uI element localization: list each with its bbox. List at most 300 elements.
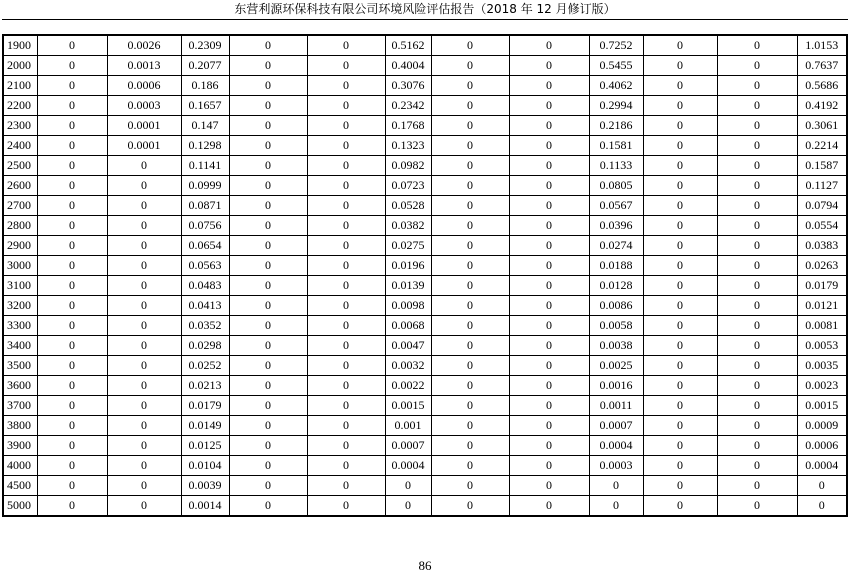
value-cell: 0.0104 — [181, 456, 229, 476]
value-cell: 0.1141 — [181, 156, 229, 176]
value-cell: 0 — [307, 476, 385, 496]
value-cell: 0 — [717, 136, 797, 156]
value-cell: 0 — [37, 436, 107, 456]
value-cell: 0 — [643, 356, 717, 376]
value-cell: 0.7252 — [589, 35, 643, 56]
value-cell: 0.0794 — [797, 196, 847, 216]
value-cell: 0 — [107, 416, 181, 436]
value-cell: 0.0007 — [385, 436, 431, 456]
value-cell: 0.0058 — [589, 316, 643, 336]
value-cell: 0.5686 — [797, 76, 847, 96]
value-cell: 0 — [431, 436, 509, 456]
table-row — [3, 176, 847, 196]
value-cell: 0 — [431, 456, 509, 476]
value-cell: 0 — [229, 356, 307, 376]
value-cell: 0 — [509, 396, 589, 416]
value-cell: 0 — [643, 76, 717, 96]
value-cell: 0 — [37, 396, 107, 416]
value-cell: 0.4062 — [589, 76, 643, 96]
value-cell: 0 — [717, 35, 797, 56]
value-cell: 0.0352 — [181, 316, 229, 336]
value-cell: 0.0125 — [181, 436, 229, 456]
value-cell: 0 — [307, 416, 385, 436]
table-row — [3, 476, 847, 496]
value-cell: 0 — [307, 116, 385, 136]
value-cell: 0 — [717, 396, 797, 416]
distance-cell: 3700 — [3, 396, 37, 416]
table-row — [3, 35, 847, 56]
value-cell: 0 — [37, 236, 107, 256]
value-cell: 0 — [37, 376, 107, 396]
value-cell: 0 — [509, 236, 589, 256]
value-cell: 0 — [431, 156, 509, 176]
value-cell: 0 — [229, 236, 307, 256]
value-cell: 0 — [431, 76, 509, 96]
value-cell: 0 — [107, 476, 181, 496]
value-cell: 0.7637 — [797, 56, 847, 76]
value-cell: 0.0026 — [107, 35, 181, 56]
value-cell: 0 — [717, 376, 797, 396]
value-cell: 0.0213 — [181, 376, 229, 396]
value-cell: 0 — [431, 256, 509, 276]
value-cell: 0.0274 — [589, 236, 643, 256]
value-cell: 0 — [229, 296, 307, 316]
value-cell: 0 — [307, 76, 385, 96]
value-cell: 0 — [107, 196, 181, 216]
value-cell: 0 — [37, 216, 107, 236]
value-cell: 0 — [107, 436, 181, 456]
table-row — [3, 356, 847, 376]
value-cell: 0 — [797, 496, 847, 517]
value-cell: 0 — [717, 316, 797, 336]
distance-cell: 4000 — [3, 456, 37, 476]
value-cell: 0 — [643, 136, 717, 156]
value-cell: 0 — [229, 156, 307, 176]
value-cell: 0 — [717, 156, 797, 176]
value-cell: 0.0035 — [797, 356, 847, 376]
value-cell: 0.0013 — [107, 56, 181, 76]
value-cell: 0 — [643, 116, 717, 136]
value-cell: 0 — [431, 316, 509, 336]
value-cell: 0.0016 — [589, 376, 643, 396]
value-cell: 0 — [107, 356, 181, 376]
value-cell: 0.0004 — [589, 436, 643, 456]
distance-cell: 2200 — [3, 96, 37, 116]
value-cell: 0.1133 — [589, 156, 643, 176]
distance-cell: 4500 — [3, 476, 37, 496]
value-cell: 0 — [509, 76, 589, 96]
distance-cell: 3300 — [3, 316, 37, 336]
value-cell: 0 — [431, 216, 509, 236]
value-cell: 0 — [37, 316, 107, 336]
value-cell: 0 — [107, 216, 181, 236]
value-cell: 0 — [307, 256, 385, 276]
value-cell: 0 — [509, 256, 589, 276]
value-cell: 0 — [107, 296, 181, 316]
value-cell: 0.2342 — [385, 96, 431, 116]
value-cell: 0 — [307, 236, 385, 256]
value-cell: 0 — [107, 496, 181, 517]
distance-cell: 3600 — [3, 376, 37, 396]
value-cell: 0 — [107, 336, 181, 356]
value-cell: 0 — [431, 236, 509, 256]
value-cell: 0 — [717, 96, 797, 116]
value-cell: 0.1127 — [797, 176, 847, 196]
value-cell: 0.0081 — [797, 316, 847, 336]
value-cell: 0 — [307, 396, 385, 416]
value-cell: 0.147 — [181, 116, 229, 136]
value-cell: 0 — [37, 496, 107, 517]
value-cell: 0 — [589, 476, 643, 496]
value-cell: 0 — [431, 396, 509, 416]
value-cell: 0 — [509, 496, 589, 517]
value-cell: 0 — [307, 336, 385, 356]
value-cell: 0 — [431, 416, 509, 436]
value-cell: 0 — [717, 196, 797, 216]
value-cell: 0 — [431, 176, 509, 196]
value-cell: 0.0275 — [385, 236, 431, 256]
value-cell: 0 — [229, 136, 307, 156]
table-row — [3, 276, 847, 296]
value-cell: 0.0188 — [589, 256, 643, 276]
value-cell: 0.001 — [385, 416, 431, 436]
value-cell: 0.0022 — [385, 376, 431, 396]
value-cell: 0 — [431, 276, 509, 296]
value-cell: 0 — [229, 316, 307, 336]
value-cell: 0 — [107, 236, 181, 256]
distance-cell: 2000 — [3, 56, 37, 76]
value-cell: 0 — [431, 96, 509, 116]
table-row — [3, 56, 847, 76]
value-cell: 0 — [307, 316, 385, 336]
value-cell: 0 — [431, 376, 509, 396]
table-row — [3, 96, 847, 116]
value-cell: 0 — [717, 116, 797, 136]
value-cell: 0.1323 — [385, 136, 431, 156]
value-cell: 0.0009 — [797, 416, 847, 436]
value-cell: 0.0298 — [181, 336, 229, 356]
value-cell: 0.1768 — [385, 116, 431, 136]
value-cell: 0 — [643, 176, 717, 196]
value-cell: 0 — [385, 476, 431, 496]
value-cell: 0 — [717, 236, 797, 256]
table-row — [3, 196, 847, 216]
value-cell: 0.5162 — [385, 35, 431, 56]
value-cell: 0 — [37, 456, 107, 476]
data-table — [2, 34, 848, 517]
value-cell: 0.0723 — [385, 176, 431, 196]
value-cell: 0.0014 — [181, 496, 229, 517]
value-cell: 0 — [307, 376, 385, 396]
value-cell: 0 — [229, 56, 307, 76]
value-cell: 0 — [229, 496, 307, 517]
value-cell: 0.0196 — [385, 256, 431, 276]
value-cell: 0 — [107, 156, 181, 176]
value-cell: 0 — [431, 196, 509, 216]
value-cell: 0.0121 — [797, 296, 847, 316]
value-cell: 0 — [431, 116, 509, 136]
table-row — [3, 136, 847, 156]
value-cell: 0 — [107, 396, 181, 416]
value-cell: 0.0038 — [589, 336, 643, 356]
value-cell: 0 — [107, 176, 181, 196]
value-cell: 0 — [37, 56, 107, 76]
value-cell: 0 — [431, 476, 509, 496]
value-cell: 0 — [307, 136, 385, 156]
value-cell: 0 — [717, 256, 797, 276]
value-cell: 0 — [307, 96, 385, 116]
value-cell: 0.0554 — [797, 216, 847, 236]
value-cell: 0.0999 — [181, 176, 229, 196]
value-cell: 0.0654 — [181, 236, 229, 256]
value-cell: 0.0528 — [385, 196, 431, 216]
value-cell: 0 — [717, 496, 797, 517]
table-row — [3, 436, 847, 456]
value-cell: 0 — [717, 176, 797, 196]
value-cell: 0 — [37, 276, 107, 296]
value-cell: 0 — [229, 216, 307, 236]
value-cell: 0.0483 — [181, 276, 229, 296]
value-cell: 0 — [717, 56, 797, 76]
value-cell: 0 — [717, 416, 797, 436]
value-cell: 0.3076 — [385, 76, 431, 96]
value-cell: 0 — [229, 256, 307, 276]
value-cell: 0 — [717, 216, 797, 236]
value-cell: 0.4192 — [797, 96, 847, 116]
value-cell: 0 — [307, 176, 385, 196]
value-cell: 0 — [717, 296, 797, 316]
value-cell: 0.0252 — [181, 356, 229, 376]
value-cell: 0.0015 — [797, 396, 847, 416]
table-body — [3, 35, 847, 516]
value-cell: 0.0563 — [181, 256, 229, 276]
value-cell: 0 — [37, 76, 107, 96]
table-row — [3, 296, 847, 316]
value-cell: 0 — [509, 156, 589, 176]
value-cell: 0.0004 — [385, 456, 431, 476]
value-cell: 0.0023 — [797, 376, 847, 396]
value-cell: 0 — [229, 396, 307, 416]
value-cell: 0 — [509, 376, 589, 396]
value-cell: 0 — [643, 56, 717, 76]
value-cell: 0 — [307, 496, 385, 517]
value-cell: 0 — [307, 436, 385, 456]
value-cell: 0.0001 — [107, 116, 181, 136]
value-cell: 0.0006 — [107, 76, 181, 96]
value-cell: 0.0047 — [385, 336, 431, 356]
value-cell: 0.0805 — [589, 176, 643, 196]
value-cell: 0 — [509, 56, 589, 76]
value-cell: 0 — [37, 136, 107, 156]
value-cell: 0 — [717, 336, 797, 356]
value-cell: 0 — [385, 496, 431, 517]
value-cell: 0 — [717, 476, 797, 496]
value-cell: 0 — [107, 456, 181, 476]
value-cell: 0.0006 — [797, 436, 847, 456]
distance-cell: 2900 — [3, 236, 37, 256]
value-cell: 0 — [229, 35, 307, 56]
value-cell: 0 — [643, 456, 717, 476]
value-cell: 0 — [229, 336, 307, 356]
value-cell: 0 — [509, 116, 589, 136]
value-cell: 0.0382 — [385, 216, 431, 236]
value-cell: 0 — [509, 316, 589, 336]
value-cell: 0 — [643, 196, 717, 216]
value-cell: 0 — [643, 496, 717, 517]
value-cell: 0 — [643, 156, 717, 176]
value-cell: 0 — [107, 276, 181, 296]
value-cell: 0.0567 — [589, 196, 643, 216]
value-cell: 0 — [37, 476, 107, 496]
distance-cell: 3900 — [3, 436, 37, 456]
value-cell: 0.0004 — [797, 456, 847, 476]
value-cell: 0 — [107, 316, 181, 336]
distance-cell: 3500 — [3, 356, 37, 376]
value-cell: 0.0149 — [181, 416, 229, 436]
table-row — [3, 156, 847, 176]
value-cell: 0 — [643, 296, 717, 316]
value-cell: 0 — [229, 476, 307, 496]
value-cell: 0.0039 — [181, 476, 229, 496]
value-cell: 0 — [643, 396, 717, 416]
value-cell: 0 — [509, 176, 589, 196]
value-cell: 0 — [509, 436, 589, 456]
page-header-title: 东营利源环保科技有限公司环境风险评估报告（2018 年 12 月修订版） — [234, 2, 616, 16]
value-cell: 0.0383 — [797, 236, 847, 256]
value-cell: 0.0086 — [589, 296, 643, 316]
header-divider — [2, 19, 848, 20]
value-cell: 0 — [431, 296, 509, 316]
value-cell: 0.0011 — [589, 396, 643, 416]
value-cell: 0 — [229, 96, 307, 116]
value-cell: 0 — [431, 336, 509, 356]
value-cell: 0.0396 — [589, 216, 643, 236]
value-cell: 0 — [643, 416, 717, 436]
value-cell: 0.0871 — [181, 196, 229, 216]
value-cell: 0.4004 — [385, 56, 431, 76]
table-row — [3, 396, 847, 416]
table-row — [3, 316, 847, 336]
value-cell: 0 — [229, 376, 307, 396]
distance-cell: 3100 — [3, 276, 37, 296]
value-cell: 0 — [643, 436, 717, 456]
value-cell: 0.0053 — [797, 336, 847, 356]
value-cell: 0 — [37, 176, 107, 196]
value-cell: 0.0007 — [589, 416, 643, 436]
value-cell: 0 — [643, 35, 717, 56]
value-cell: 0 — [37, 296, 107, 316]
value-cell: 0 — [431, 136, 509, 156]
value-cell: 0 — [307, 356, 385, 376]
value-cell: 0 — [509, 336, 589, 356]
table-row — [3, 76, 847, 96]
value-cell: 0.0003 — [589, 456, 643, 476]
table-row — [3, 256, 847, 276]
table-row — [3, 416, 847, 436]
value-cell: 0 — [307, 456, 385, 476]
table-row — [3, 216, 847, 236]
value-cell: 0 — [431, 56, 509, 76]
value-cell: 0 — [643, 476, 717, 496]
value-cell: 0 — [643, 376, 717, 396]
value-cell: 0.0982 — [385, 156, 431, 176]
value-cell: 0 — [307, 196, 385, 216]
value-cell: 0 — [37, 96, 107, 116]
value-cell: 0.0179 — [181, 396, 229, 416]
distance-cell: 3400 — [3, 336, 37, 356]
value-cell: 0 — [37, 336, 107, 356]
value-cell: 0.2994 — [589, 96, 643, 116]
value-cell: 0 — [509, 96, 589, 116]
value-cell: 0 — [643, 316, 717, 336]
value-cell: 0 — [37, 156, 107, 176]
value-cell: 0 — [307, 216, 385, 236]
value-cell: 0 — [37, 416, 107, 436]
value-cell: 0.0139 — [385, 276, 431, 296]
value-cell: 0 — [229, 176, 307, 196]
value-cell: 0 — [37, 35, 107, 56]
distance-cell: 3800 — [3, 416, 37, 436]
value-cell: 0.2186 — [589, 116, 643, 136]
value-cell: 0 — [509, 136, 589, 156]
value-cell: 0 — [509, 216, 589, 236]
value-cell: 0 — [37, 116, 107, 136]
value-cell: 0.0025 — [589, 356, 643, 376]
value-cell: 0.186 — [181, 76, 229, 96]
value-cell: 0 — [37, 356, 107, 376]
distance-cell: 1900 — [3, 35, 37, 56]
value-cell: 0 — [643, 236, 717, 256]
value-cell: 0 — [717, 276, 797, 296]
value-cell: 0 — [307, 296, 385, 316]
table-row — [3, 376, 847, 396]
value-cell: 0.0068 — [385, 316, 431, 336]
value-cell: 0.0098 — [385, 296, 431, 316]
table-row — [3, 456, 847, 476]
value-cell: 0 — [717, 76, 797, 96]
table-row — [3, 336, 847, 356]
value-cell: 0.2077 — [181, 56, 229, 76]
value-cell: 0 — [643, 276, 717, 296]
value-cell: 0.3061 — [797, 116, 847, 136]
value-cell: 0 — [431, 496, 509, 517]
value-cell: 0 — [229, 276, 307, 296]
value-cell: 0 — [509, 196, 589, 216]
value-cell: 0 — [229, 116, 307, 136]
distance-cell: 2400 — [3, 136, 37, 156]
value-cell: 0 — [307, 56, 385, 76]
value-cell: 0.0756 — [181, 216, 229, 236]
value-cell: 0 — [229, 416, 307, 436]
distance-cell: 2300 — [3, 116, 37, 136]
value-cell: 0 — [643, 336, 717, 356]
value-cell: 0 — [307, 156, 385, 176]
value-cell: 0.0003 — [107, 96, 181, 116]
distance-cell: 3000 — [3, 256, 37, 276]
value-cell: 0.0128 — [589, 276, 643, 296]
distance-cell: 5000 — [3, 496, 37, 517]
value-cell: 0 — [229, 456, 307, 476]
value-cell: 0 — [509, 35, 589, 56]
value-cell: 0.0413 — [181, 296, 229, 316]
value-cell: 0 — [509, 476, 589, 496]
value-cell: 0 — [509, 276, 589, 296]
table-row — [3, 496, 847, 517]
value-cell: 0 — [229, 76, 307, 96]
value-cell: 0 — [107, 376, 181, 396]
value-cell: 0.2214 — [797, 136, 847, 156]
value-cell: 0 — [307, 35, 385, 56]
